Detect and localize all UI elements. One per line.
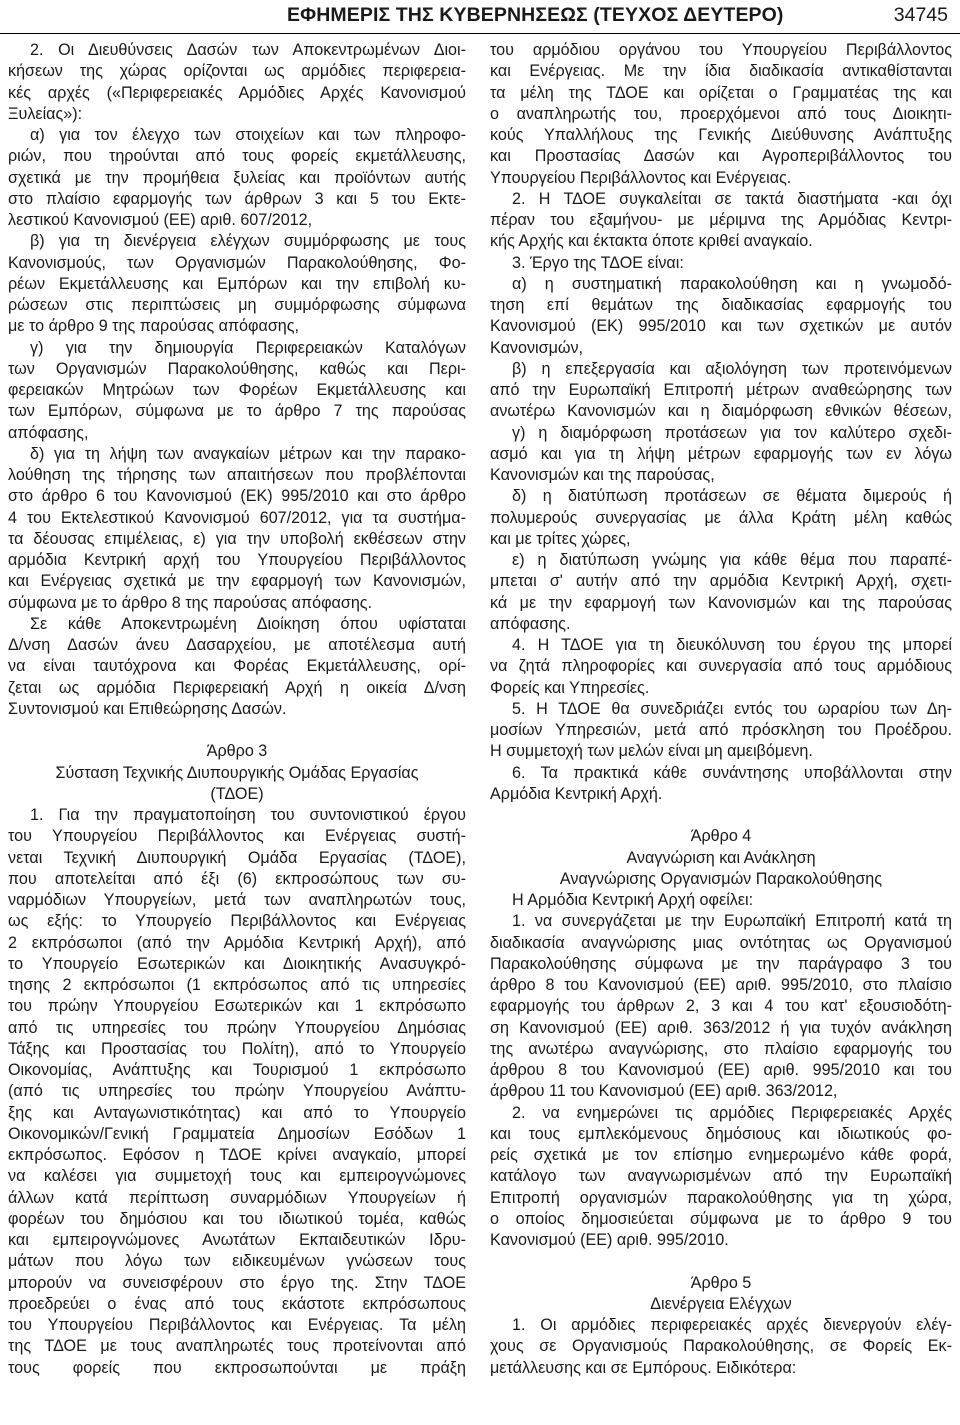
text-line: Η συμμετοχή των μελών είναι μη αμειβόμενη. [490, 742, 813, 761]
text-line: αρμόδια Κεντρική αρχή του Υπουργείου Περιβάλλοντος [8, 551, 466, 569]
text-line: Παρακολούθησης σύμφωνα με την παράγραφο 3 του [490, 954, 952, 973]
text-line: άρθρο 8 του Κανονισμού (ΕΕ) αριθ. 995/2010, στο πλαίσιο [490, 976, 952, 994]
text-line: Ξυλείας»): [8, 104, 83, 123]
text-line: ο αναπληρωτής του, προερχόμενοι από τους Διοικητι- [490, 104, 952, 123]
header-rule [0, 33, 960, 34]
text-line: γ) η διαμόρφωση προτάσεων για τον καλύτερο σχεδι- [512, 423, 952, 442]
text-line: (από τις υπηρεσίες του πρώην Υπουργείου Ανάπτυ- [8, 1082, 466, 1101]
text-line: Αρμόδια Κεντρική Αρχή. [490, 784, 663, 803]
text-line: α) για τον έλεγχο των στοιχείων και των πληροφο- [30, 126, 466, 144]
text-line: Κανονισμού (ΕΚ) 995/2010 και των σχετικών με αυτόν [490, 317, 952, 336]
text-line: διαδικασία αναγνώρισης μιας οντότητας ως Οργανισμού [490, 933, 952, 952]
heading-line: Άρθρο 5 [690, 1273, 752, 1292]
text-line: άρθρου 8 του Κανονισμού (ΕΕ) αριθ. 995/2010 και του [490, 1061, 952, 1079]
left-column [8, 40, 466, 1379]
text-line: 2 εκπρόσωποι (από την Αρμόδια Κεντρική Αρχή), από [8, 933, 466, 952]
text-line: και Ενέργειας σχετικά με την εφαρμογή των Κανονισμών, [8, 572, 466, 591]
text-line: α) η συστηματική παρακολούθηση και η γνωμοδό- [512, 274, 952, 293]
text-line: εκπρόσωπος. Εφόσον η ΤΔΟΕ κρίνει αναγκαίο, μπορεί [8, 1146, 466, 1164]
text-line: ση Κανονισμού (ΕΕ) αριθ. 363/2012 ή για τυχόν ανάκληση [490, 1018, 952, 1037]
text-line: κατάλογο των αναγνωρισμένων από την Ευρωπαϊκή [490, 1167, 952, 1186]
text-line: τησης 2 εκπρόσωποι (1 εκπρόσωπος από τις υπηρεσίες [8, 976, 466, 994]
text-line: να ζητά πληροφορίες και συνεργασία από τους αρμόδιους [490, 657, 952, 676]
text-line: Οικονομίας, Ανάπτυξης και Τουρισμού 1 εκπρόσωπο [8, 1061, 466, 1079]
text-line: δ) για τη λήψη των αναγκαίων μέτρων και την παρακο- [30, 444, 466, 463]
text-line: 4 του Εκτελεστικού Κανονισμού 607/2012, για τα συστήμα- [8, 508, 466, 527]
text-line: Κανονισμούς, των Οργανισμών Παρακολούθησης, Φο- [8, 253, 466, 272]
text-line: των Εμπόρων, σύμφωνα με το άρθρο 7 της παρούσας [8, 402, 466, 421]
text-line: του πρώην Υπουργείου Εσωτερικών και 1 εκπρόσωπο [8, 997, 466, 1016]
heading-line: Διενέργεια Ελέγχων [650, 1294, 792, 1313]
text-line: πέραν του εξαμήνου- με μέριμνα της Αρμόδιας Κεντρι- [490, 211, 952, 229]
text-line: Δ/νση Δασών άνευ Δασαρχείου, με αποτέλεσμα αυτή [8, 636, 466, 654]
text-line [490, 1251, 952, 1272]
page-number: 34745 [893, 4, 948, 26]
text-line: ζεται ως αρμόδια Περιφερειακή Αρχή η οικεία Δ/νση [8, 678, 466, 697]
text-line: πολυμερούς συνεργασίας με άλλα Κράτη μέλη καθώς [490, 508, 952, 527]
text-line: Επιτροπή οργανισμών παρακολούθησης για τη χώρα, [490, 1188, 952, 1207]
text-line: και εμπειρογνώμονες Ανωτάτων Εκπαιδευτικών Ιδρυ- [8, 1231, 466, 1249]
text-line: του Υπουργείου Περιβάλλοντος και Ενέργειας συστή- [8, 827, 466, 846]
text-line: 5. Η ΤΔΟΕ θα συνεδριάζει εντός του ωραρίου των Δη- [512, 699, 952, 718]
text-line: με το άρθρο 9 της παρούσας απόφασης, [8, 317, 300, 336]
page-header [0, 0, 960, 36]
text-line: και Προστασίας Δασών και Αγροπεριβάλλοντος του [490, 147, 952, 166]
text-line: απόφασης, [8, 423, 89, 442]
text-line: και με τρίτες χώρες, [490, 529, 631, 548]
heading-line: Αναγνώριση και Ανάκληση [626, 848, 816, 867]
text-line: ως εξής: το Υπουργείο Περιβάλλοντος και Ενέργειας [8, 912, 466, 931]
text-line: 3. Έργο της ΤΔΟΕ είναι: [512, 253, 684, 272]
text-line: δ) η διατύπωση προτάσεων σε θέματα διμερούς ή [512, 487, 952, 506]
text-line: φερειακών Μητρώων των Φορέων Εκμετάλλευσης και [8, 381, 466, 399]
text-line: φορέων του δημόσιου και του ιδιωτικού τομέα, καθώς [8, 1209, 466, 1228]
text-line: που αποτελείται από έξι (6) εκπροσώπους των συ- [8, 869, 466, 888]
text-line: β) για τη διενέργεια ελέγχων συμμόρφωσης με τους [30, 232, 466, 251]
text-line: προεδρεύει ο ένας από τους εκάστοτε εκπρόσωπους [8, 1294, 466, 1313]
text-line: 1. Για την πραγματοποίηση του συντονιστικού έργου [30, 806, 466, 824]
text-line: κής Αρχής και έκτακτα όποτε κριθεί αναγκαίο. [490, 232, 813, 251]
text-line: Υπουργείου Περιβάλλοντος και Ενέργειας. [490, 168, 792, 187]
text-line: μοσίων Υπηρεσιών, μετά από πρόσκληση του Προέδρου. [490, 721, 952, 739]
text-line: στο άρθρο 6 του Κανονισμού (ΕΚ) 995/2010 και στο άρθρο [8, 487, 466, 506]
running-head: ΕΦΗΜΕΡΙΣ ΤΗΣ ΚΥΒΕΡΝΗΣΕΩΣ (ΤΕΥΧΟΣ ΔΕΥΤΕΡΟ) [287, 4, 784, 26]
text-line: του Υπουργείου Περιβάλλοντος και Ενέργειας. Τα μέλη [8, 1316, 466, 1334]
text-line: τηση επί θεμάτων της διαδικασίας εφαρμογής του [490, 296, 952, 314]
heading-line: Άρθρο 4 [690, 827, 752, 846]
text-line: Σε κάθε Αποκεντρωμένη Διοίκηση όπου υφίσταται [30, 614, 466, 633]
heading-line: (ΤΔΟΕ) [210, 784, 264, 803]
text-line: άλλων κατά περίπτωση συναρμόδιων Υπουργείων ή [8, 1188, 466, 1207]
text-line: κήσεων της χώρας ορίζονται ως αρμόδιες περιφερεια- [8, 62, 466, 81]
text-line: το Υπουργείο Εσωτερικών και Διοικητικής Ανασυγκρό- [8, 954, 466, 973]
text-line: ασμό και για τη λήψη μέτρων εφαρμογής των εν λόγω [490, 444, 952, 463]
text-line: άρθρου 11 του Κανονισμού (ΕΕ) αριθ. 363/2012, [490, 1082, 838, 1101]
right-column [490, 40, 952, 1379]
text-line: από τις υπηρεσίες του πρώην Υπουργείου Δημόσιας [8, 1018, 466, 1037]
text-line: 1. να συνεργάζεται με την Ευρωπαϊκή Επιτροπή κατά τη [512, 912, 952, 931]
text-line: Φορείς και Υπηρεσίες. [490, 678, 650, 697]
text-line: μπεται σ' αυτήν από την αρμόδια Κεντρική Αρχή, σχετι- [490, 572, 952, 591]
text-line: της ανωτέρω αναγνώρισης, στο πλαίσιο εφαρμογής του [490, 1039, 952, 1058]
text-line: λεστικού Κανονισμού (ΕΕ) αριθ. 607/2012, [8, 211, 313, 229]
text-line: της ΤΔΟΕ με τους αναπληρωτές τους προτείνονται από [8, 1337, 466, 1356]
text-line: Οικονομικών/Γενική Γραμματεία Δημοσίων Εσόδων 1 [8, 1124, 466, 1143]
text-line: Συντονισμού και Επιθεώρησης Δασών. [8, 699, 287, 718]
text-line: κά με την εφαρμογή των Κανονισμών και της παρούσας [490, 593, 952, 612]
text-line: Κανονισμού (ΕΕ) αριθ. 995/2010. [490, 1231, 729, 1249]
text-line: λούθηση της τήρησης των απαιτήσεων που προβλέπονται [8, 466, 466, 484]
text-line: 2. Οι Διευθύνσεις Δασών των Αποκεντρωμένων Διοι- [30, 41, 466, 59]
text-line: Τάξης και Προστασίας του Πολίτη), από το Υπουργείο [8, 1039, 466, 1058]
text-line: μετάλλευσης και σε Εμπόρους. Ειδικότερα: [490, 1358, 797, 1377]
text-line: να είναι ταυτόχρονα και Φορέας Εκμετάλλευσης, ορί- [8, 657, 466, 676]
text-line: Κανονισμών, [490, 338, 584, 357]
text-line [490, 805, 952, 826]
text-line: 2. Η ΤΔΟΕ συγκαλείται σε τακτά διαστήματα -και όχι [512, 189, 952, 208]
text-line: ξης και Ανταγωνιστικότητας) και από το Υπουργείο [8, 1103, 466, 1122]
text-line: ρέων Εκμετάλλευσης και Εμπόρων και την επιβολή κυ- [8, 274, 466, 293]
text-line: 2. να ενημερώνει τις αρμόδιες Περιφερειακές Αρχές [512, 1103, 952, 1122]
text-line: Κανονισμών και της παρούσας, [490, 466, 715, 484]
text-line: ε) η διατύπωση γνώμης για κάθε θέμα που παραπέ- [512, 551, 952, 569]
text-line: ο οποίος δημοσιεύεται σύμφωνα με το άρθρο 9 του [490, 1209, 952, 1228]
heading-line: Αναγνώρισης Οργανισμών Παρακολούθησης [559, 869, 883, 888]
text-line: και τους εμπλεκόμενους δημόσιους και ιδιωτικούς φο- [490, 1124, 952, 1143]
text-line: σύμφωνα με το άρθρο 8 της παρούσας απόφασης. [8, 593, 373, 612]
heading-line: Σύσταση Τεχνικής Διυπουργικής Ομάδας Εργασίας [55, 763, 419, 782]
text-line: 6. Τα πρακτικά κάθε συνάντησης υποβάλλονται στην [512, 763, 952, 782]
text-line: στο πλαίσιο εφαρμογής των άρθρων 3 και 5 του Εκτε- [8, 189, 466, 208]
text-line: τα δέουσας επιμέλειας, ε) για την υποβολή εκθέσεων στην [8, 529, 466, 548]
text-line: ναρμόδιων Υπουργείων, μετά των αναπληρωτών τους, [8, 891, 466, 909]
text-line: ρείς σχετικά με τον επίσημο ενημερωμένο κάθε φορά, [490, 1146, 952, 1164]
text-line: β) η επεξεργασία και αξιολόγηση των προτεινόμενων [512, 359, 952, 378]
text-line: του αρμόδιου οργάνου του Υπουργείου Περιβάλλοντος [490, 41, 952, 59]
text-line: και Ενέργειας. Με την ίδια διαδικασία αντικαθίστανται [490, 62, 952, 81]
text-line: των Οργανισμών Παρακολούθησης, καθώς και Περι- [8, 359, 466, 378]
text-line: από την Ευρωπαϊκή Επιτροπή μέτρων αναθεώρησης των [490, 381, 952, 399]
text-line: ρώσεων στις περιπτώσεις μη συμμόρφωσης σύμφωνα [8, 296, 466, 314]
text-line [8, 720, 466, 741]
text-line: μάτων που λόγω των ειδικευμένων γνώσεων τους [8, 1252, 466, 1271]
text-line: γ) για την δημιουργία Περιφερειακών Καταλόγων [30, 338, 466, 357]
text-line: 1. Οι αρμόδιες περιφερειακές αρχές διενεργούν ελέγ- [512, 1316, 952, 1334]
text-line: νεται Τεχνική Διυπουργική Ομάδα Εργασίας (ΤΔΟΕ), [8, 848, 466, 867]
text-line: ανωτέρω Κανονισμών και η διαμόρφωση εθνικών θέσεων, [490, 402, 952, 421]
text-line: εφαρμογής του άρθρων 2, 3 και 4 του κατ' εξουσιοδότη- [490, 997, 952, 1016]
text-line: σχετικά με την προμήθεια ξυλείας και προϊόντων αυτής [8, 168, 466, 187]
text-line: τα μέλη της ΤΔΟΕ και ορίζεται ο Γραμματέας της και [490, 83, 952, 102]
text-line: μπορούν να συνεισφέρουν στο έργο της. Στην ΤΔΟΕ [8, 1273, 466, 1292]
text-line: κές αρχές («Περιφερειακές Αρμόδιες Αρχές Κανονισμού [8, 83, 466, 102]
text-line: 4. Η ΤΔΟΕ για τη διευκόλυνση του έργου της μπορεί [512, 636, 952, 654]
text-line: κούς Υπαλλήλους της Γενικής Διεύθυνσης Ανάπτυξης [490, 126, 952, 144]
heading-line: Άρθρο 3 [206, 742, 268, 761]
text-line: Η Αρμόδια Κεντρική Αρχή οφείλει: [512, 891, 754, 909]
text-line: να καλέσει για συμμετοχή τους και εμπειρογνώμονες [8, 1167, 466, 1186]
text-line: χους σε Οργανισμούς Παρακολούθησης, σε Φορείς Εκ- [490, 1337, 952, 1356]
text-line: τους φορείς που εκπροσωπούνται με πράξη [8, 1358, 466, 1377]
text-line: απόφασης. [490, 614, 571, 633]
text-line: ριών, που τηρούνται από τους φορείς εκμετάλλευσης, [8, 147, 466, 166]
